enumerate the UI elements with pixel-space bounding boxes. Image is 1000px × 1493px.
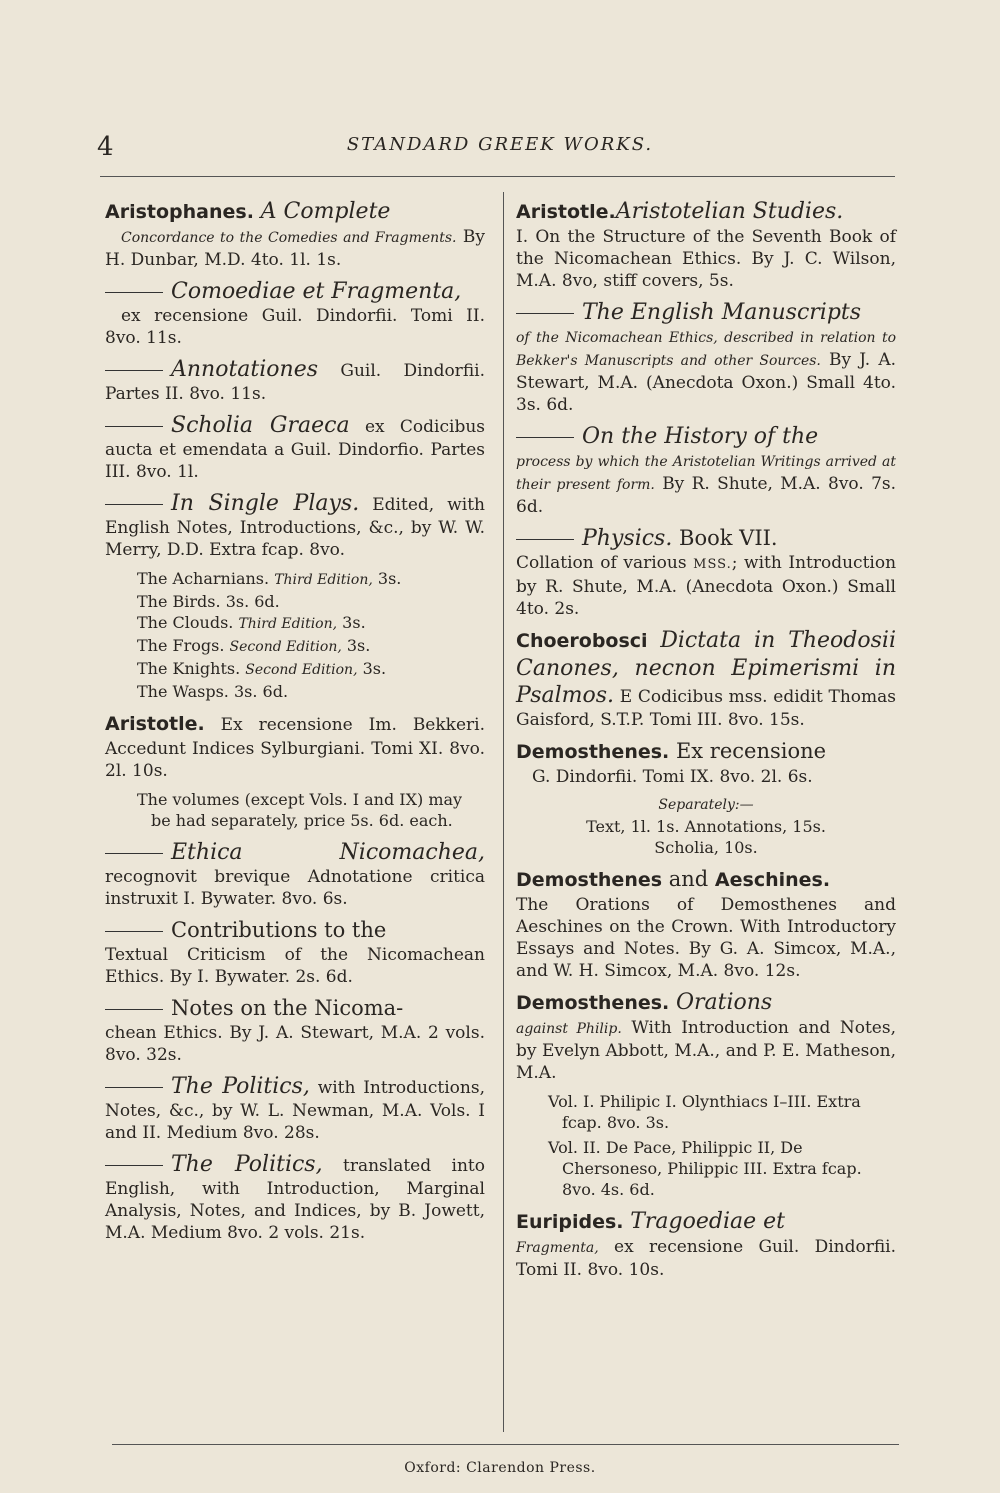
details: With Introduction and Notes, by Evelyn Abbott, M.A., and P. E. Matheson, M.A. (516, 1018, 896, 1083)
note: The volumes (except Vols. I and IX) may be had separately, price 5s. 6d. each. (137, 790, 463, 830)
list-item: The Acharnians. Third Edition, 3s. (137, 569, 402, 588)
title: Aristotelian Studies. (615, 199, 844, 224)
title: Ex recensione (675, 739, 827, 763)
small-caps: MSS. (693, 557, 732, 572)
list-item: The Clouds. Third Edition, 3s. (137, 613, 366, 632)
entry-politics-jowett (105, 1151, 485, 1244)
ditto-dash (105, 504, 163, 505)
author-name: Euripides. (516, 1211, 624, 1233)
details: Guil. Dindorfii. Partes II. 8vo. 11s. (105, 361, 485, 404)
subtitle: against Philip. (516, 1021, 622, 1037)
ditto-dash (516, 539, 574, 540)
details: By R. Shute, M.A. 8vo. 7s. 6d. (516, 474, 897, 517)
title: Physics. (582, 526, 673, 551)
entry-demosthenes-orations (516, 989, 896, 1084)
list-item: The Knights. Second Edition, 3s. (137, 659, 387, 678)
volume-2: Vol. II. De Pace, Philippic II, De Chersoneso, Philippic III. Extra fcap. 8vo. 4s. 6d. (548, 1138, 862, 1199)
title: In Single Plays. (171, 491, 360, 516)
entry-english-manuscripts (516, 299, 896, 416)
plays-list (105, 568, 485, 702)
top-rule (100, 176, 895, 177)
author-name-2: Aeschines. (714, 869, 831, 891)
details: ex recensione Guil. Dindorfii. Tomi II. 8vo. 11s. (105, 306, 485, 348)
details: Ex recensione Im. Bekkeri. Accedunt Indices Sylburgiani. Tomi XI. 8vo. 2l. 10s. (105, 715, 485, 781)
ditto-dash (516, 437, 574, 438)
title: Notes on the Nicoma- (171, 996, 404, 1020)
author-name: Aristotle. (516, 201, 616, 223)
entry-aristotle-bekker (105, 710, 485, 782)
right-column (516, 198, 896, 1288)
ditto-dash (105, 426, 163, 427)
title: The Politics, (171, 1152, 323, 1177)
title: Ethica Nicomachea, (171, 840, 485, 865)
volume-1: Vol. I. Philipic I. Olynthiacs I–III. Extra fcap. 8vo. 3s. (548, 1092, 861, 1132)
entry-history-process (516, 423, 896, 518)
entry-physics (516, 525, 896, 620)
subtitle: Concordance to the Comedies and Fragments. (121, 230, 457, 246)
ditto-dash (105, 931, 163, 932)
title: The English Manuscripts (582, 300, 862, 325)
subtitle: of the Nicomachean Ethics, described in relation to Bekker's Manuscripts and other Sources. (516, 330, 896, 369)
ditto-dash (105, 853, 163, 854)
details: with Introductions, Notes, &c., by W. L. Newman, M.A. Vols. I and II. Medium 8vo. 28s. (105, 1078, 485, 1143)
title: Orations (675, 990, 773, 1015)
entry-ethica (105, 839, 485, 910)
ditto-dash (105, 1087, 163, 1088)
details-cont: ; with Introduction by R. Shute, M.A. (Anecdota Oxon.) Small 4to. 2s. (516, 553, 897, 619)
title: Dictata in Theodosii Canones, necnon Epimerismi in Psalmos. (516, 628, 896, 708)
bottom-rule (112, 1444, 899, 1445)
author-name: Demosthenes (516, 869, 663, 891)
author-name: Demosthenes. (516, 741, 670, 763)
author-name: Aristophanes. (105, 201, 254, 223)
list-item: The Birds. 3s. 6d. (137, 592, 280, 611)
entry-single-plays (105, 490, 485, 561)
entry-scholia (105, 412, 485, 483)
running-head: STANDARD GREEK WORKS. (346, 134, 654, 155)
title: The Politics, (171, 1074, 310, 1099)
entry-euripides (516, 1208, 896, 1281)
entry-choerobosci (516, 627, 896, 731)
separately-line-2: Scholia, 10s. (654, 838, 758, 857)
column-rule (503, 192, 504, 1432)
title: A Complete (260, 199, 391, 224)
details: By H. Dunbar, M.D. 4to. 1l. 1s. (105, 227, 485, 270)
list-item: The Wasps. 3s. 6d. (137, 682, 289, 701)
details: recognovit brevique Adnotatione critica instruxit I. Bywater. 8vo. 6s. (105, 867, 485, 909)
subtitle: Fragmenta, (516, 1240, 599, 1256)
details: ex Codicibus aucta et emendata a Guil. Dindorfio. Partes III. 8vo. 1l. (105, 417, 485, 482)
title: Tragoediae et (630, 1209, 785, 1234)
left-column (105, 198, 485, 1251)
details: E Codicibus mss. edidit Thomas Gaisford, S.T.P. Tomi III. 8vo. 15s. (516, 687, 897, 730)
details: The Orations of Demosthenes and Aeschines on the Crown. With Introductory Essays and Notes. By G. A. Simcox, M.A., and W. H. Simcox, M.A. 8vo. 12s. (516, 895, 896, 981)
entry-notes-nicomachean (105, 995, 485, 1066)
ditto-dash (105, 1009, 163, 1010)
footer-imprint: Oxford: Clarendon Press. (404, 1460, 596, 1476)
subtitle: process by which the Aristotelian Writings arrived at their present form. (516, 454, 896, 493)
details: ex recensione Guil. Dindorfii. Tomi II. 8vo. 10s. (516, 1237, 897, 1280)
author-name: Demosthenes. (516, 992, 670, 1014)
details: Edited, with English Notes, Introductions, &c., by W. W. Merry, D.D. Extra fcap. 8vo. (105, 495, 485, 560)
title: Scholia Graeca (171, 413, 350, 438)
book-label: Book VII. (679, 526, 778, 550)
author-name: Aristotle. (105, 713, 205, 735)
title: Annotationes (171, 357, 319, 382)
entry-annotationes (105, 356, 485, 405)
title: Contributions to the (171, 918, 387, 942)
ditto-dash (105, 292, 163, 293)
details: By J. A. Stewart, M.A. (Anecdota Oxon.) Small 4to. 3s. 6d. (516, 350, 897, 415)
details: I. On the Structure of the Seventh Book of the Nicomachean Ethics. By J. C. Wilson, M.A. 8vo, stiff covers, 5s. (516, 227, 896, 291)
ditto-dash (516, 313, 574, 314)
details: translated into English, with Introduction, Marginal Analysis, Notes, and Indices, by B. Jowett, M.A. Medium 8vo. 2 vols. 21s. (105, 1156, 485, 1243)
ditto-dash (105, 370, 163, 371)
details: Collation of various (516, 553, 687, 573)
title: On the History of the (582, 424, 819, 449)
entry-politics-newman (105, 1073, 485, 1144)
author-name: Choerobosci (516, 630, 648, 652)
page-number: 4 (97, 132, 114, 162)
entry-demosthenes-dindorf (516, 738, 896, 788)
separately-line-1: Text, 1l. 1s. Annotations, 15s. (586, 817, 826, 836)
ditto-dash (105, 1165, 163, 1166)
separately-label: Separately:— (658, 797, 754, 813)
details: chean Ethics. By J. A. Stewart, M.A. 2 vols. 8vo. 32s. (105, 1023, 485, 1065)
conjunction: and (668, 867, 709, 891)
list-item: The Frogs. Second Edition, 3s. (137, 636, 371, 655)
entry-aristophanes-concordance (105, 198, 485, 271)
title: Comoediae et Fragmenta, (171, 279, 462, 304)
entry-demosthenes-aeschines (516, 866, 896, 982)
details: G. Dindorfii. Tomi IX. 8vo. 2l. 6s. (532, 767, 813, 787)
entry-aristotelian-studies (516, 198, 896, 292)
entry-contributions (105, 917, 485, 988)
entry-comoediae (105, 278, 485, 349)
details: Textual Criticism of the Nicomachean Ethics. By I. Bywater. 2s. 6d. (105, 945, 485, 987)
